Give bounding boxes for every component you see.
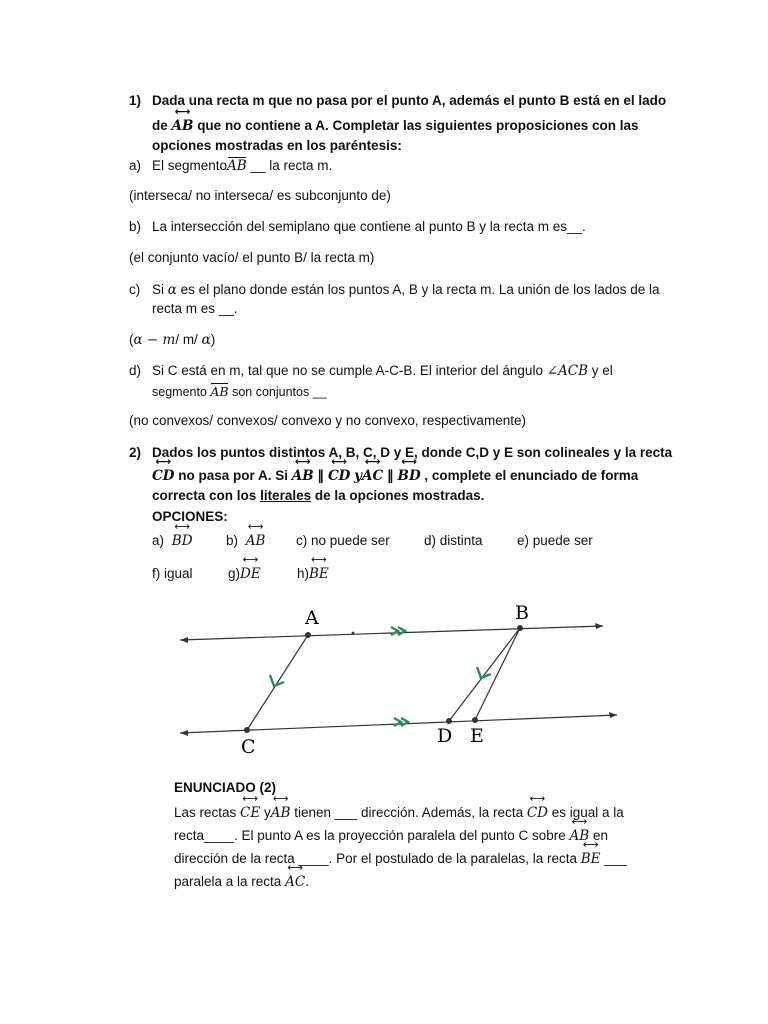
enunciado-line4 [174,873,309,891]
opt-a-value: ⟷ BD [172,532,193,550]
point-C [244,727,250,733]
opt-g [228,565,261,583]
q1c-opts-close: ) [210,332,216,347]
arrowhead-bottom-left [180,730,188,736]
q1c-options [129,331,215,349]
en-line-BE: ⟷ BE [581,850,601,868]
double-chevron-bottom-1 [394,718,401,726]
enunciado-line3 [174,850,627,868]
parallel-symbol-2: ∥ [387,468,394,483]
en-line-AB-2: ⟷ AB [570,827,590,845]
opt-g-value: ⟷ DE [240,565,261,583]
q2-number: 2) [129,445,142,460]
q2-y: y [354,468,363,484]
en-l1-y: y [264,805,271,820]
enunciado-title: ENUNCIADO (2) [174,780,277,795]
en-l4-a: paralela a la recta [174,874,282,889]
q1-line3: opciones mostradas en los paréntesis: [152,138,402,153]
q1d-post: y el [591,363,613,378]
line-CD-q2: ⟷ CD [328,467,350,485]
q1c-opts-open: ( [129,332,134,347]
line-AC-q2: ⟷ AC [362,467,383,485]
opt-f: f) igual [152,566,193,581]
q2-line1 [129,444,673,462]
q2-literales: literales [260,488,312,503]
q1c-opts-math: α − m [133,332,176,348]
line-BD-q2: ⟷ BD [398,467,421,485]
label-D: D [437,725,453,747]
opt-c: c) no puede ser [296,533,390,548]
double-chevron-top-1 [391,627,398,635]
opt-h-label: h) [297,566,310,581]
angle-ACB: ∠ACB [546,363,589,379]
q2-line2-b: , complete el enunciado de forma [424,468,639,483]
segment-AB: AB [227,158,247,174]
line-AB-q2: ⟷ AB [292,467,314,485]
opt-b-value: ⟷ AB [246,532,266,550]
q1-line2 [152,117,639,135]
opt-h-value: ⟷ BE [309,565,329,583]
q1c-opts-mid: / m/ [175,332,198,347]
point-A [305,632,311,638]
opt-d: d) distinta [424,533,483,548]
segment-BE-fig [475,628,520,720]
en-line-AB: ⟷ AB [271,804,291,822]
label-E: E [470,725,484,747]
q1d-line2 [152,383,327,401]
en-line-AC: ⟷ AC [285,873,305,891]
enunciado-line1 [174,804,624,822]
q1d-line [129,362,613,380]
en-l1-b: tienen ___ dirección. Además, la recta [294,805,524,820]
q1d-line2-pre: segmento [152,385,207,399]
q1a-line [129,157,333,175]
q1-text-1: Dada una recta m que no pasa por el punto A, además el punto B está en el lado [152,93,667,108]
arrowhead-top-right [595,623,603,629]
en-l1-c: es igual a la [551,805,624,820]
q1-number: 1) [129,93,142,108]
segment-BD-fig [449,628,520,721]
en-l2-b: en [592,828,608,843]
q1a-label: a) [129,158,142,173]
opt-h [297,565,329,583]
alpha-symbol: α [167,282,177,298]
q1a-options: (interseca/ no interseca/ es subconjunto de) [129,188,391,203]
q1d-label: d) [129,363,142,378]
q2-line3 [152,487,484,505]
q1-line2-post: que no contiene a A. Completar las siguientes proposiciones con las [197,118,639,133]
arrowhead-bottom-right [609,712,617,718]
q1c-opts-alpha: α [201,332,211,348]
dot-top-mid [352,632,355,635]
q1d-pre: Si C está en m, tal que no se cumple A-C-B. El interior del ángulo [152,363,543,378]
q1d-options: (no convexos/ convexos/ convexo y no convexo, respectivamente) [129,413,526,428]
q2-line2-a: no pasa por A. Si [178,468,288,483]
q2-line2 [152,467,638,485]
en-l3-b: ___ [604,851,627,866]
opciones-title: OPCIONES: [152,509,228,524]
q1a-pre: El segmento [152,158,228,173]
q1c-pre: Si [152,282,165,297]
q1c-line2: recta m es __. [152,301,238,316]
q1b-line [129,218,586,236]
q1c-line [129,281,660,299]
q1-line2-pre: de [152,118,168,133]
enunciado-line2 [174,827,608,845]
opt-g-label: g) [228,566,241,581]
line-AB: ⟷ AB [172,117,194,135]
opt-b [226,532,265,550]
en-l3-a: dirección de la recta ____. Por el postulado de la paralelas, la recta [174,851,577,866]
arrowhead-top-left [180,637,188,643]
parallel-symbol-1: ∥ [317,468,325,483]
q1c-post: es el plano donde están los puntos A, B y la recta m. La unión de los lados de la [180,282,660,297]
label-A: A [305,607,319,629]
point-E [472,717,478,723]
q1a-post: __ la recta m. [250,158,333,173]
q1-line1 [129,92,667,110]
point-B [517,625,523,631]
en-l2-a: recta____. El punto A es la proyección paralela del punto C sobre [174,828,566,843]
q1d-line2-post: son conjuntos __ [232,385,327,399]
q2-line3-post: de la opciones mostradas. [314,488,485,503]
q1b-options: (el conjunto vacío/ el punto B/ la recta m) [129,250,375,265]
opt-a-label: a) [152,533,165,548]
opt-b-label: b) [226,533,239,548]
en-line-CE: ⟷ CE [240,804,260,822]
q2-text-1: Dados los puntos distintos A, B, C, D y E, donde C,D y E son colineales y la recta [152,445,673,460]
line-CD: ⟷ CD [152,467,174,485]
en-l4-b: . [305,874,309,889]
en-l1-a: Las rectas [174,805,237,820]
options-row-1 [152,532,193,550]
q1c-label: c) [129,282,141,297]
segment-AB-2: AB [210,384,229,399]
segment-AC-fig [247,635,308,730]
q2-line3-pre: correcta con los [152,488,257,503]
label-B: B [515,602,529,624]
q1b-text: La intersección del semiplano que contiene al punto B y la recta m es__. [152,219,586,234]
opt-e: e) puede ser [517,533,593,548]
point-D [446,718,452,724]
en-line-CD: ⟷ CD [527,804,548,822]
q1b-label: b) [129,219,142,234]
label-C: C [241,736,256,758]
geometry-figure [175,596,620,761]
